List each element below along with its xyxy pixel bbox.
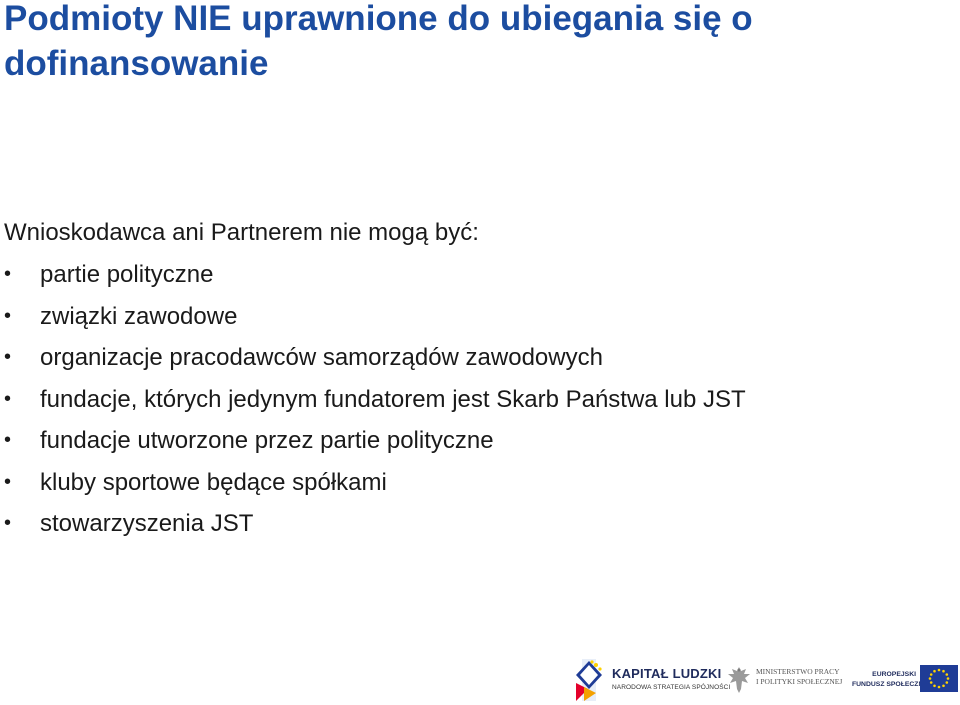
list-item bbox=[4, 462, 944, 504]
list-item-text: stowarzyszenia JST bbox=[40, 510, 254, 537]
ministry-text bbox=[756, 667, 842, 687]
eu-line-1: EUROPEJSKI bbox=[872, 671, 916, 678]
bullet-icon: • bbox=[4, 429, 12, 451]
bullet-icon: • bbox=[4, 512, 12, 534]
eagle-emblem-icon bbox=[726, 665, 752, 695]
list-item bbox=[4, 503, 944, 545]
bullet-list bbox=[4, 254, 944, 545]
slide-title: Podmioty NIE uprawnione do ubiegania się o dofinansowanie bbox=[4, 0, 753, 83]
list-item bbox=[4, 254, 944, 296]
list-item-text: fundacje utworzone przez partie polityczne bbox=[40, 427, 494, 454]
kapital-ludzki-subtitle: NARODOWA STRATEGIA SPÓJNOŚCI bbox=[612, 684, 731, 691]
bullet-icon: • bbox=[4, 387, 12, 410]
slide-body bbox=[4, 218, 944, 545]
bullet-icon: • bbox=[4, 470, 12, 493]
list-item-text: organizacje pracodawców samorządów zawodowych bbox=[40, 344, 603, 371]
kapital-ludzki-name: KAPITAŁ LUDZKI bbox=[612, 666, 722, 681]
footer-logos bbox=[570, 655, 960, 705]
list-item bbox=[4, 337, 944, 379]
eu-text bbox=[852, 670, 928, 690]
ministry-line-2: I POLITYKI SPOŁECZNEJ bbox=[756, 677, 843, 686]
list-item-text: fundacje, których jedynym fundatorem jest Skarb Państwa lub JST bbox=[40, 385, 746, 413]
bullet-icon: • bbox=[4, 346, 12, 368]
kapital-ludzki-logo bbox=[572, 657, 731, 703]
bullet-icon: • bbox=[4, 304, 12, 327]
list-item-text: związki zawodowe bbox=[40, 302, 238, 330]
ministry-logo bbox=[726, 665, 843, 697]
list-item bbox=[4, 420, 944, 462]
bullet-icon: • bbox=[4, 263, 12, 285]
list-item-text: partie polityczne bbox=[40, 261, 214, 288]
eu-logo bbox=[852, 665, 960, 697]
list-item bbox=[4, 296, 944, 338]
ministry-line-1: MINISTERSTWO PRACY bbox=[756, 667, 840, 676]
list-item bbox=[4, 379, 944, 421]
kapital-ludzki-mark-icon bbox=[572, 657, 606, 703]
list-item-text: kluby sportowe będące spółkami bbox=[40, 468, 387, 496]
intro-text: Wnioskodawca ani Partnerem nie mogą być: bbox=[4, 219, 479, 246]
eu-line-2: FUNDUSZ SPOŁECZNY bbox=[852, 681, 928, 688]
eu-flag-icon bbox=[920, 665, 958, 692]
